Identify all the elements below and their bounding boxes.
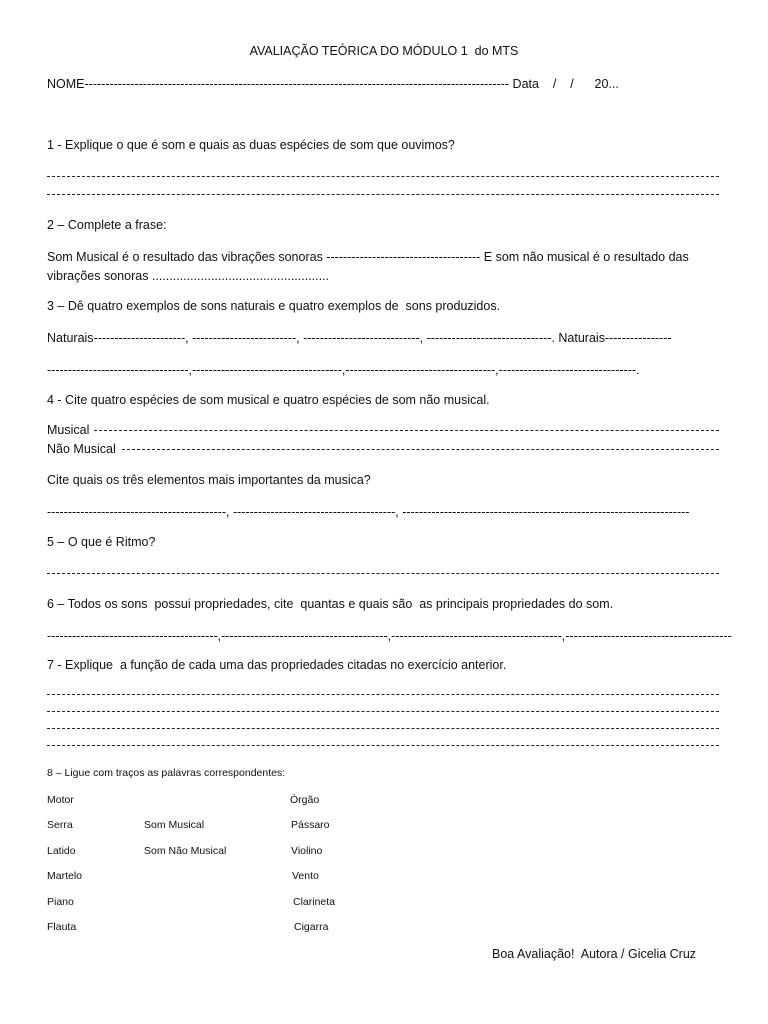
question-6-answer-line: -----------------------------------------,----------------------------------------,-----------------------------------------,---------------------------------------- xyxy=(47,629,732,643)
answer-line xyxy=(47,694,719,695)
page-title: AVALIAÇÃO TEÓRICA DO MÓDULO 1 do MTS xyxy=(249,44,519,58)
answer-line xyxy=(94,430,719,431)
left-word: Piano xyxy=(47,896,74,908)
nao-musical-label: Não Musical xyxy=(47,442,116,456)
right-word: Violino xyxy=(291,845,323,857)
question-7: 7 - Explique a função de cada uma das propriedades citadas no exercício anterior. xyxy=(47,658,507,672)
answer-line xyxy=(47,728,719,729)
left-word: Flauta xyxy=(47,921,77,933)
right-word: Clarineta xyxy=(293,896,336,908)
right-word: Pássaro xyxy=(291,819,330,831)
question-4b: Cite quais os três elementos mais importantes da musica? xyxy=(47,473,371,487)
answer-line xyxy=(47,176,719,177)
question-2: 2 – Complete a frase: xyxy=(47,218,167,232)
answer-line xyxy=(47,194,719,195)
question-2-sentence-line-1: Som Musical é o resultado das vibrações sonoras ------------------------------------- E som não musical é o resultado das xyxy=(47,250,689,264)
right-word: Cigarra xyxy=(294,921,329,933)
author-signature: Boa Avaliação! Autora / Gicelia Cruz xyxy=(492,947,697,961)
musical-label: Musical xyxy=(47,423,90,437)
question-2-sentence-line-2: vibrações sonoras ................................................... xyxy=(47,269,330,283)
left-word: Motor xyxy=(47,794,74,806)
left-word: Serra xyxy=(47,819,73,831)
question-4b-answer-line: -------------------------------------------, ---------------------------------------, --------------------------------------------------------------------- xyxy=(47,505,690,519)
middle-word: Som Musical xyxy=(144,819,205,831)
question-8: 8 – Ligue com traços as palavras correspondentes: xyxy=(47,767,286,779)
left-word: Martelo xyxy=(47,870,83,882)
question-4: 4 - Cite quatro espécies de som musical e quatro espécies de som não musical. xyxy=(47,393,490,407)
question-1: 1 - Explique o que é som e quais as duas espécies de som que ouvimos? xyxy=(47,138,455,152)
left-word: Latido xyxy=(47,845,76,857)
name-date-line: NOME------------------------------------------------------------------------------------------------------ Data / / 20... xyxy=(47,77,619,91)
answer-line xyxy=(47,573,719,574)
answer-line xyxy=(47,711,719,712)
answer-line xyxy=(122,449,719,450)
question-5: 5 – O que é Ritmo? xyxy=(47,535,156,549)
question-3-answer-line-1: Naturais----------------------, -------------------------, ----------------------------, ------------------------------. Naturais---------------- xyxy=(47,331,672,345)
right-word: Órgão xyxy=(290,794,320,806)
middle-word: Som Não Musical xyxy=(144,845,227,857)
question-3-answer-line-2: ----------------------------------,------------------------------------,------------------------------------,---------------------------------. xyxy=(47,363,640,377)
right-word: Vento xyxy=(292,870,319,882)
question-6: 6 – Todos os sons possui propriedades, cite quantas e quais são as principais propriedades do som. xyxy=(47,597,614,611)
question-3: 3 – Dê quatro exemplos de sons naturais e quatro exemplos de sons produzidos. xyxy=(47,299,501,313)
answer-line xyxy=(47,745,719,746)
